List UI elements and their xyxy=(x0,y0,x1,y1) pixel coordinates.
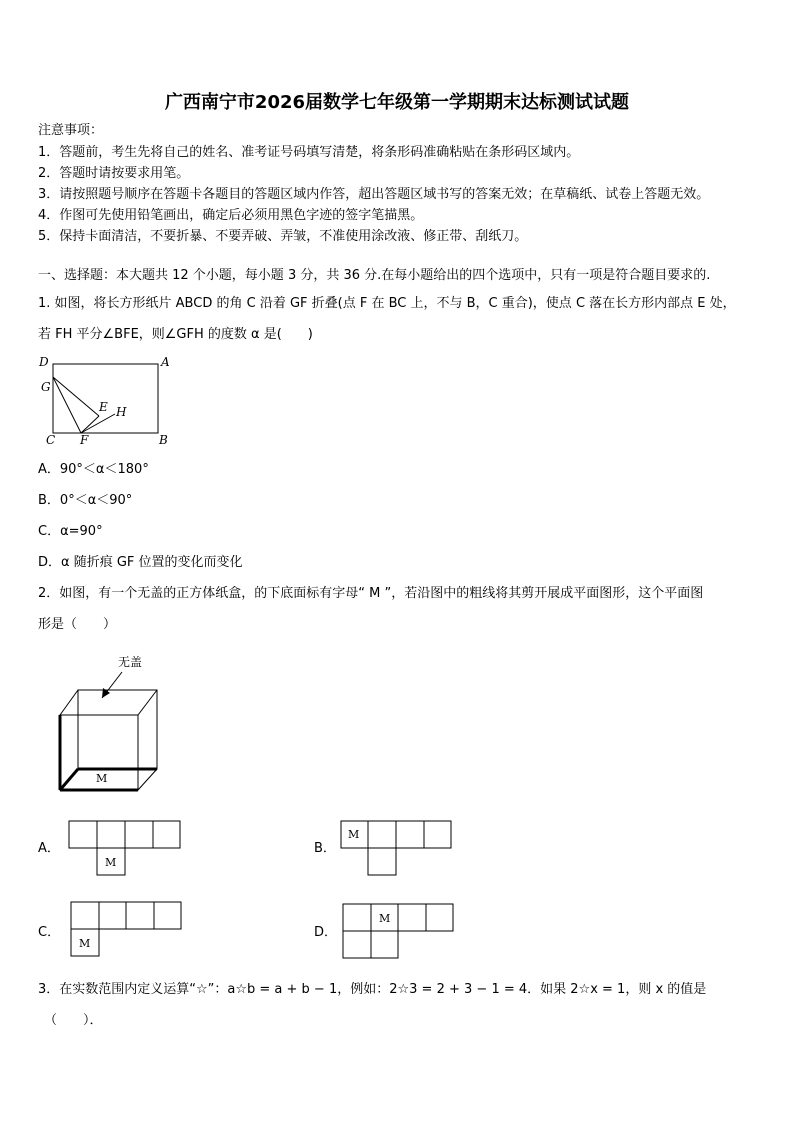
q1-option-c[interactable]: C．α=90° xyxy=(38,524,103,539)
q2-stem-line1: 2．如图，有一个无盖的正方体纸盒，的下底面标有字母“ M ”，若沿图中的粗线将其剪开展成平面图形，这个平面图 xyxy=(38,586,704,601)
q3-stem-line1: 3．在实数范围内定义运算“☆”：a☆b = a + b − 1，例如：2☆3 = 2 + 3 − 1 = 4．如果 2☆x = 1，则 x 的值是 xyxy=(38,982,707,997)
q2-open-box-figure xyxy=(50,650,170,798)
notice-item: 3．请按照题号顺序在答题卡各题目的答题区域内作答，超出答题区域书写的答案无效；在草稿纸、试卷上答题无效。 xyxy=(38,187,710,202)
label-h: H xyxy=(116,405,127,419)
label-a: A xyxy=(161,355,170,369)
q3-stem-line2: （ ）． xyxy=(44,1013,103,1028)
notice-item: 4．作图可先使用铅笔画出，确定后必须用黑色字迹的签字笔描黑。 xyxy=(38,208,424,223)
q2-option-b-label[interactable]: B． xyxy=(314,841,336,856)
q1-rectangle-figure xyxy=(36,352,186,448)
q2-option-c-label[interactable]: C． xyxy=(38,925,61,940)
page-title: 广西南宁市2026届数学七年级第一学期期末达标测试试题 xyxy=(164,92,630,113)
q2-option-a-net[interactable] xyxy=(68,820,183,878)
net-m-label: M xyxy=(348,828,360,841)
net-m-label: M xyxy=(379,912,391,925)
label-c: C xyxy=(46,433,56,447)
box-m-label: M xyxy=(96,772,108,785)
notice-item: 5．保持卡面清洁，不要折暴、不要弄破、弄皱，不准使用涂改液、修正带、刮纸刀。 xyxy=(38,229,528,244)
notice-heading: 注意事项： xyxy=(38,123,104,138)
q2-option-c-net[interactable] xyxy=(70,901,185,959)
no-lid-label: 无盖 xyxy=(118,655,143,669)
q1-option-b[interactable]: B．0°＜α＜90° xyxy=(38,493,133,508)
section-heading: 一、选择题：本大题共 12 个小题，每小题 3 分，共 36 分.在每小题给出的四个选项中，只有一项是符合题目要求的. xyxy=(38,268,711,283)
label-f: F xyxy=(80,433,89,447)
q2-option-a-label[interactable]: A． xyxy=(38,841,60,856)
notice-item: 2．答题时请按要求用笔。 xyxy=(38,166,190,181)
label-b: B xyxy=(159,433,168,447)
net-m-label: M xyxy=(79,937,91,950)
notice-item: 1．答题前，考生先将自己的姓名、准考证号码填写清楚，将条形码准确粘贴在条形码区域内。 xyxy=(38,145,580,160)
q1-stem-line2: 若 FH 平分∠BFE，则∠GFH 的度数 α 是( ) xyxy=(38,327,313,342)
q2-option-d-net[interactable] xyxy=(342,903,457,961)
q2-option-d-label[interactable]: D． xyxy=(314,925,338,940)
q1-option-d[interactable]: D．α 随折痕 GF 位置的变化而变化 xyxy=(38,555,243,570)
q1-stem-line1: 1. 如图，将长方形纸片 ABCD 的角 C 沿着 GF 折叠(点 F 在 BC 上，不与 B，C 重合)，使点 C 落在长方形内部点 E 处， xyxy=(38,296,736,311)
q1-option-a[interactable]: A．90°＜α＜180° xyxy=(38,462,149,477)
q2-stem-line2: 形是（ ） xyxy=(38,617,117,632)
q2-option-b-net[interactable] xyxy=(340,820,455,878)
label-e: E xyxy=(99,400,108,414)
label-d: D xyxy=(39,355,49,369)
net-m-label: M xyxy=(105,856,117,869)
label-g: G xyxy=(41,380,51,394)
